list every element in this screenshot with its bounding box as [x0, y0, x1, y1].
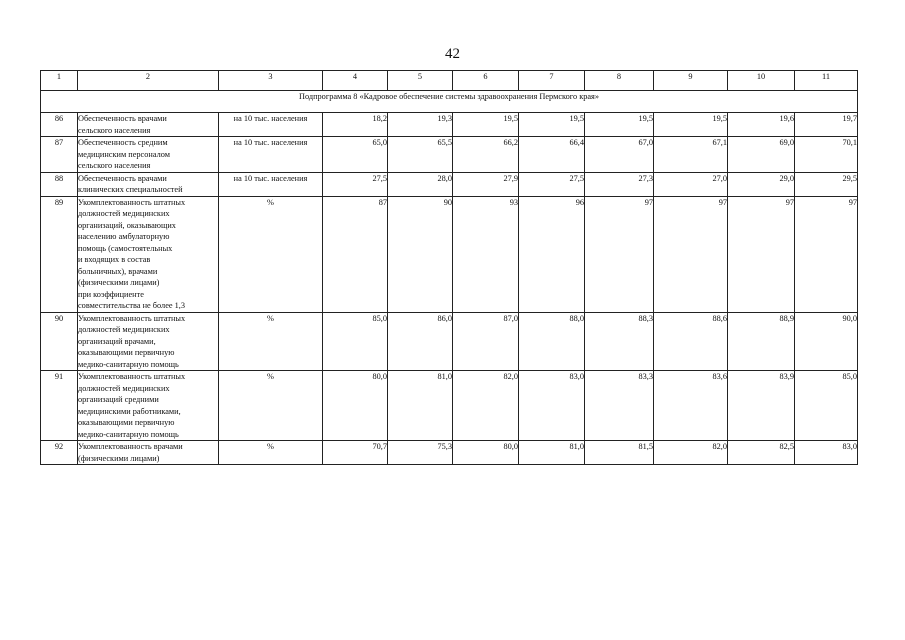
table-row [41, 196, 858, 312]
unit-of-measure: на 10 тыс. населения [219, 113, 323, 137]
indicator-name [78, 137, 219, 173]
value-cell: 27,5 [323, 172, 388, 196]
indicator-name-line: (физическими лицами) [78, 278, 160, 287]
value-cell: 27,3 [585, 172, 654, 196]
value-cell: 82,0 [453, 371, 519, 441]
row-number: 89 [41, 196, 78, 312]
value-cell: 86,0 [388, 312, 453, 371]
page-number: 42 [445, 46, 460, 62]
indicator-name-line: сельского населения [78, 125, 151, 135]
value-cell: 97 [728, 196, 795, 312]
indicator-name-line: (физическими лицами) [78, 453, 160, 463]
value-cell: 97 [654, 196, 728, 312]
column-header: 1 [41, 71, 78, 91]
indicator-name-line: медицинскими работниками, [78, 406, 181, 416]
value-cell: 85,0 [795, 371, 858, 441]
indicator-name-line: Укомплектованность штатных [78, 197, 186, 207]
column-header: 10 [728, 71, 795, 91]
value-cell: 90,0 [795, 312, 858, 371]
value-cell: 29,5 [795, 172, 858, 196]
value-cell: 19,5 [585, 113, 654, 137]
indicator-name-line: должностей медицинских [78, 209, 170, 218]
value-cell: 67,1 [654, 137, 728, 173]
value-cell: 70,1 [795, 137, 858, 173]
table-row [41, 137, 858, 173]
value-cell: 19,6 [728, 113, 795, 137]
column-header: 9 [654, 71, 728, 91]
value-cell: 87 [323, 196, 388, 312]
indicators-table [40, 70, 858, 465]
value-cell: 29,0 [728, 172, 795, 196]
value-cell: 67,0 [585, 137, 654, 173]
value-cell: 69,0 [728, 137, 795, 173]
indicator-name [78, 196, 219, 312]
value-cell: 83,0 [795, 441, 858, 465]
indicator-name-line: при коэффициенте [78, 289, 144, 299]
column-header: 2 [78, 71, 219, 91]
indicator-name [78, 371, 219, 441]
section-title: Подпрограмма 8 «Кадровое обеспечение системы здравоохранения Пермского края» [41, 91, 858, 113]
table-row [41, 371, 858, 441]
value-cell: 28,0 [388, 172, 453, 196]
indicator-name-line: сельского населения [78, 161, 151, 170]
indicator-name-line: организаций, оказывающих [78, 220, 176, 230]
indicator-name-line: должностей медицинских [78, 383, 170, 393]
unit-of-measure: % [219, 371, 323, 441]
value-cell: 19,3 [388, 113, 453, 137]
value-cell: 27,9 [453, 172, 519, 196]
value-cell: 83,3 [585, 371, 654, 441]
indicator-name-line: помощь (самостоятельных [78, 243, 173, 253]
indicator-name [78, 441, 219, 465]
row-number: 88 [41, 172, 78, 196]
indicator-name-line: Укомплектованность врачами [78, 442, 183, 451]
table-row [41, 172, 858, 196]
indicator-name-line: Обеспеченность врачами [78, 173, 167, 183]
indicator-name-line: и входящих в состав [78, 255, 151, 264]
indicator-name [78, 312, 219, 371]
row-number: 87 [41, 137, 78, 173]
value-cell: 19,5 [519, 113, 585, 137]
table-row [41, 312, 858, 371]
indicator-name-line: оказывающими первичную [78, 348, 175, 357]
indicator-name-line: медико-санитарную помощь [78, 359, 179, 369]
table-row [41, 441, 858, 465]
value-cell: 19,5 [654, 113, 728, 137]
section-row [41, 91, 858, 113]
column-header: 11 [795, 71, 858, 91]
indicator-name-line: совместительства не более 1,3 [78, 301, 186, 310]
value-cell: 97 [585, 196, 654, 312]
indicator-name-line: Укомплектованность штатных [78, 372, 186, 381]
indicator-name-line: Обеспеченность врачами [78, 114, 167, 123]
value-cell: 65,5 [388, 137, 453, 173]
value-cell: 27,0 [654, 172, 728, 196]
indicator-name-line: населению амбулаторную [78, 232, 170, 241]
unit-of-measure: % [219, 196, 323, 312]
value-cell: 66,2 [453, 137, 519, 173]
value-cell: 81,0 [519, 441, 585, 465]
row-number: 86 [41, 113, 78, 137]
column-header: 5 [388, 71, 453, 91]
row-number: 91 [41, 371, 78, 441]
indicator-name-line: оказывающими первичную [78, 418, 175, 427]
unit-of-measure: % [219, 312, 323, 371]
value-cell: 85,0 [323, 312, 388, 371]
table-row [41, 113, 858, 137]
value-cell: 65,0 [323, 137, 388, 173]
value-cell: 80,0 [323, 371, 388, 441]
row-number: 92 [41, 441, 78, 465]
indicator-name-line: больничных), врачами [78, 266, 158, 276]
column-header: 6 [453, 71, 519, 91]
value-cell: 18,2 [323, 113, 388, 137]
indicator-name-line: клинических специальностей [78, 185, 183, 194]
indicator-name-line: должностей медицинских [78, 325, 170, 334]
value-cell: 88,3 [585, 312, 654, 371]
column-header: 3 [219, 71, 323, 91]
value-cell: 82,5 [728, 441, 795, 465]
value-cell: 19,5 [453, 113, 519, 137]
value-cell: 88,9 [728, 312, 795, 371]
value-cell: 83,0 [519, 371, 585, 441]
column-header: 7 [519, 71, 585, 91]
value-cell: 87,0 [453, 312, 519, 371]
indicator-name-line: организаций врачами, [78, 336, 156, 346]
value-cell: 83,9 [728, 371, 795, 441]
value-cell: 19,7 [795, 113, 858, 137]
value-cell: 83,6 [654, 371, 728, 441]
value-cell: 96 [519, 196, 585, 312]
indicator-name-line: организаций средними [78, 395, 159, 404]
value-cell: 88,6 [654, 312, 728, 371]
value-cell: 82,0 [654, 441, 728, 465]
value-cell: 88,0 [519, 312, 585, 371]
indicator-name-line: Обеспеченность средним [78, 138, 168, 147]
row-number: 90 [41, 312, 78, 371]
value-cell: 66,4 [519, 137, 585, 173]
value-cell: 70,7 [323, 441, 388, 465]
value-cell: 75,3 [388, 441, 453, 465]
indicator-name-line: медицинским персоналом [78, 149, 170, 159]
value-cell: 97 [795, 196, 858, 312]
indicator-name [78, 172, 219, 196]
value-cell: 80,0 [453, 441, 519, 465]
value-cell: 27,5 [519, 172, 585, 196]
unit-of-measure: на 10 тыс. населения [219, 172, 323, 196]
unit-of-measure: на 10 тыс. населения [219, 137, 323, 173]
value-cell: 81,5 [585, 441, 654, 465]
column-header: 4 [323, 71, 388, 91]
value-cell: 90 [388, 196, 453, 312]
column-header: 8 [585, 71, 654, 91]
table-header-row [41, 71, 858, 91]
indicator-name-line: медико-санитарную помощь [78, 429, 179, 439]
indicator-name [78, 113, 219, 137]
unit-of-measure: % [219, 441, 323, 465]
value-cell: 81,0 [388, 371, 453, 441]
indicator-name-line: Укомплектованность штатных [78, 313, 186, 323]
value-cell: 93 [453, 196, 519, 312]
